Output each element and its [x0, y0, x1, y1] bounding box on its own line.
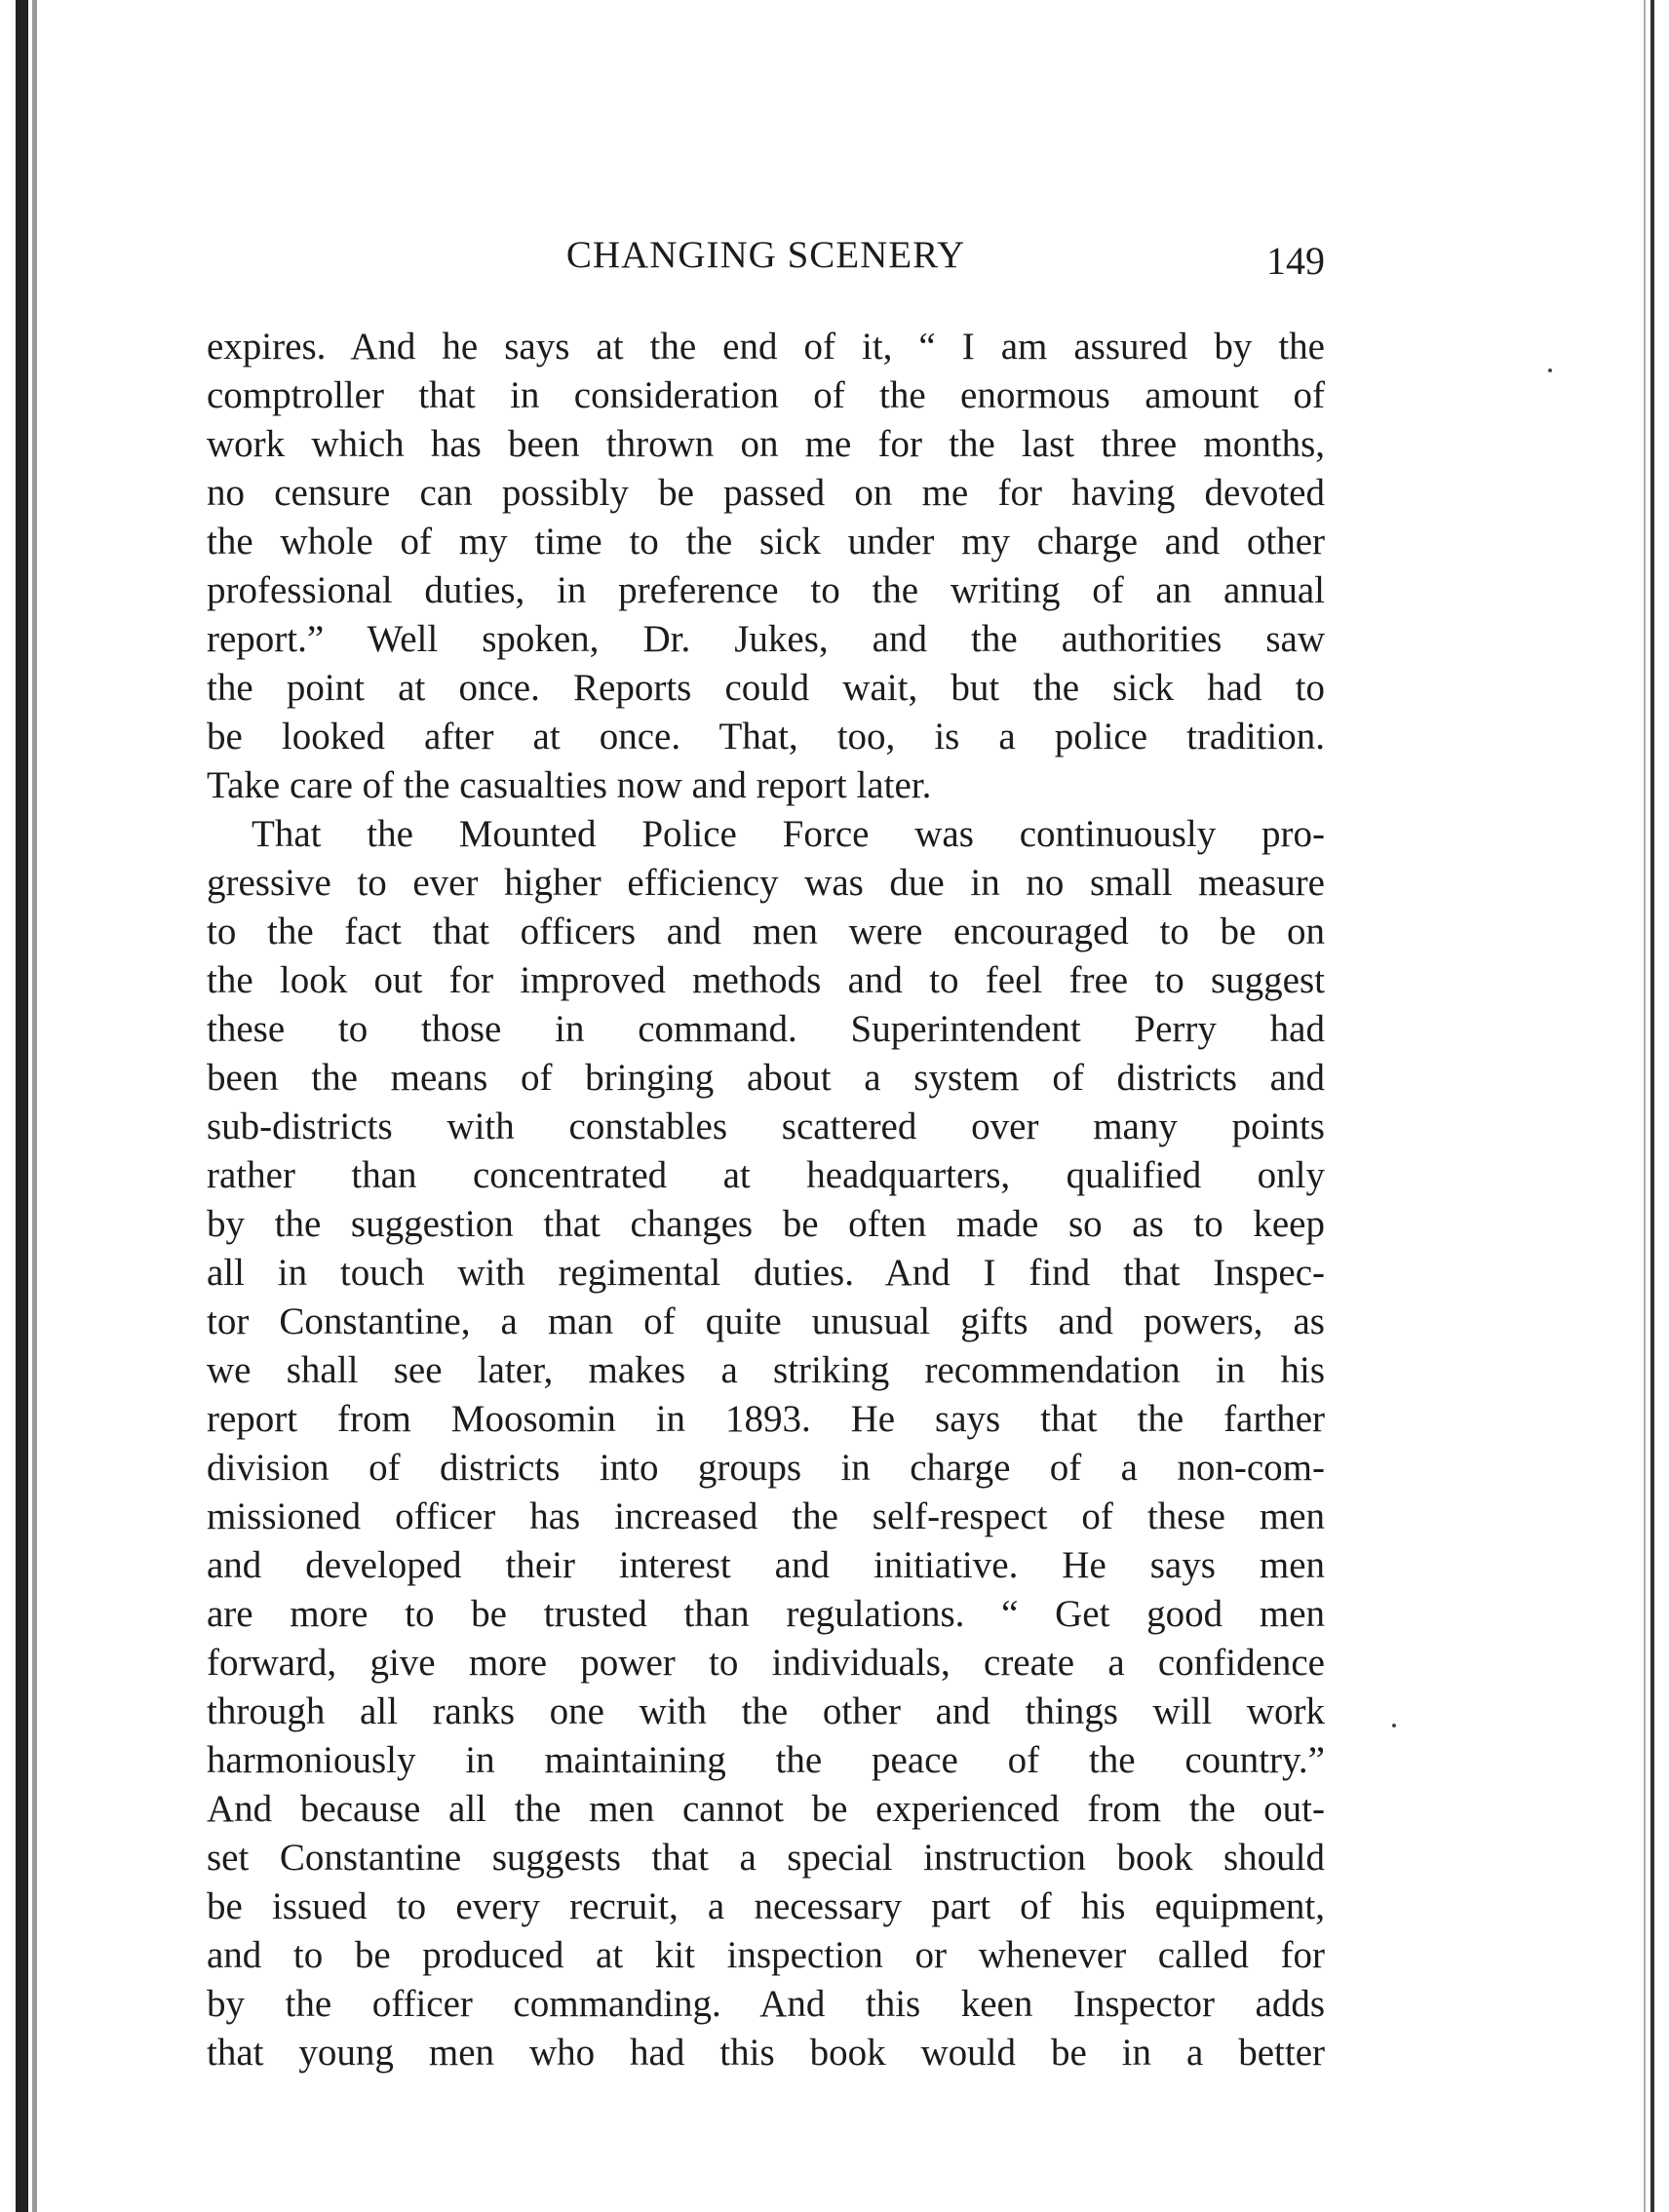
- text-line: That the Mounted Police Force was continuously pro-: [252, 813, 1325, 855]
- text-line: rather than concentrated at headquarters, qualified only: [207, 1154, 1325, 1196]
- text-line: sub-districts with constables scattered over many points: [207, 1106, 1325, 1147]
- text-line: the whole of my time to the sick under my charge and other: [207, 521, 1325, 563]
- scan-right-edge: [1650, 0, 1654, 2212]
- text-line: forward, give more power to individuals, create a confidence: [207, 1642, 1325, 1684]
- text-line: these to those in command. Superintendent Perry had: [207, 1008, 1325, 1050]
- text-line: work which has been thrown on me for the last three months,: [207, 423, 1325, 465]
- text-line: report from Moosomin in 1893. He says that the farther: [207, 1398, 1325, 1440]
- text-line: missioned officer has increased the self-respect of these men: [207, 1495, 1325, 1537]
- text-line: gressive to ever higher efficiency was due in no small measure: [207, 862, 1325, 904]
- page-header: [207, 226, 1325, 285]
- text-line: by the officer commanding. And this keen Inspector adds: [207, 1983, 1325, 2025]
- scan-left-edge: [16, 0, 28, 2212]
- text-line: report.” Well spoken, Dr. Jukes, and the authorities saw: [207, 618, 1325, 660]
- text-line: be issued to every recruit, a necessary part of his equipment,: [207, 1885, 1325, 1927]
- text-line: been the means of bringing about a system of districts and: [207, 1057, 1325, 1099]
- scan-left-edge-shadow: [32, 0, 37, 2212]
- text-line: And because all the men cannot be experienced from the out-: [207, 1788, 1325, 1830]
- scan-right-edge-shadow: [1644, 0, 1646, 2212]
- text-line: we shall see later, makes a striking recommendation in his: [207, 1349, 1325, 1391]
- text-line: harmoniously in maintaining the peace of the country.”: [207, 1739, 1325, 1781]
- text-line: through all ranks one with the other and things will work: [207, 1690, 1325, 1732]
- text-line: expires. And he says at the end of it, “ I am assured by the: [207, 326, 1325, 368]
- text-line: to the fact that officers and men were encouraged to be on: [207, 911, 1325, 952]
- scan-speck: [1392, 1724, 1396, 1727]
- running-head: CHANGING SCENERY: [565, 234, 966, 276]
- page-number: 149: [1266, 239, 1325, 283]
- text-line: Take care of the casualties now and report later.: [207, 764, 932, 806]
- body-text: [207, 323, 1325, 2077]
- text-line: that young men who had this book would be in a better: [207, 2032, 1325, 2074]
- scan-speck: [1548, 369, 1552, 372]
- text-line: tor Constantine, a man of quite unusual gifts and powers, as: [207, 1300, 1325, 1342]
- text-line: are more to be trusted than regulations. “ Get good men: [207, 1593, 1325, 1635]
- text-line: professional duties, in preference to the writing of an annual: [207, 569, 1325, 611]
- text-line: set Constantine suggests that a special instruction book should: [207, 1837, 1325, 1879]
- text-line: the look out for improved methods and to feel free to suggest: [207, 959, 1325, 1001]
- text-line: and to be produced at kit inspection or whenever called for: [207, 1934, 1325, 1976]
- text-line: the point at once. Reports could wait, but the sick had to: [207, 667, 1325, 709]
- text-line: be looked after at once. That, too, is a police tradition.: [207, 716, 1325, 757]
- text-line: no censure can possibly be passed on me for having devoted: [207, 472, 1325, 514]
- text-line: division of districts into groups in charge of a non-com-: [207, 1447, 1325, 1489]
- text-line: all in touch with regimental duties. And I find that Inspec-: [207, 1252, 1325, 1294]
- text-line: by the suggestion that changes be often made so as to keep: [207, 1203, 1325, 1245]
- text-line: and developed their interest and initiative. He says men: [207, 1544, 1325, 1586]
- text-line: comptroller that in consideration of the enormous amount of: [207, 374, 1325, 416]
